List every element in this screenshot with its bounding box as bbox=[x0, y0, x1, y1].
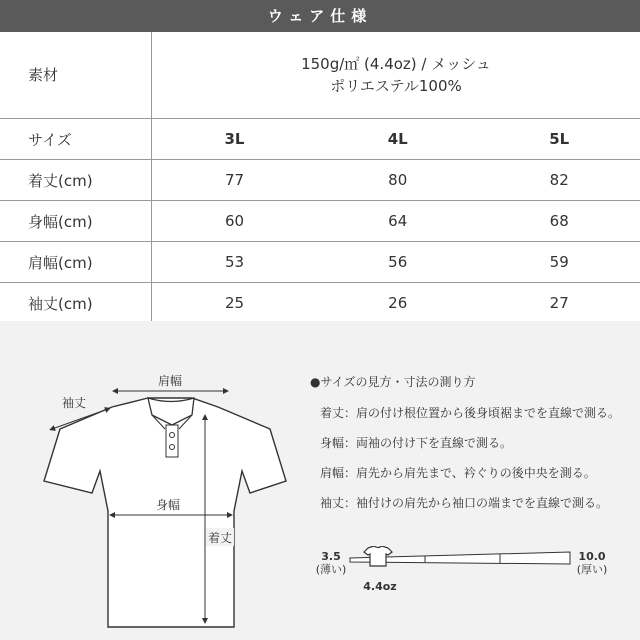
table-cell: 56 bbox=[317, 242, 478, 283]
table-cell: 60 bbox=[152, 201, 318, 242]
row-label: 袖丈(cm) bbox=[0, 283, 152, 324]
table-cell: 26 bbox=[317, 283, 478, 324]
guide-title: ●サイズの見方・寸法の測り方 bbox=[310, 375, 476, 389]
spec-table bbox=[0, 32, 640, 324]
material-line2: ポリエステル100% bbox=[330, 77, 462, 95]
guide-line: 着丈：肩の付け根位置から後身頃裾までを直線で測る。 bbox=[320, 406, 621, 420]
scale-max bbox=[572, 550, 612, 576]
measurement-guide bbox=[310, 373, 630, 518]
table-cell: 27 bbox=[478, 283, 640, 324]
polo-shirt-diagram bbox=[0, 321, 300, 640]
fabric-weight-scale bbox=[300, 546, 620, 606]
size-guide-panel bbox=[0, 321, 640, 640]
table-cell: 77 bbox=[152, 160, 318, 201]
material-line1: 150g/㎡ (4.4oz) / メッシュ bbox=[301, 55, 491, 73]
table-cell: 80 bbox=[317, 160, 478, 201]
polo-shirt-icon bbox=[44, 398, 286, 627]
row-label: 着丈(cm) bbox=[0, 160, 152, 201]
scale-min-label: (薄い) bbox=[315, 563, 347, 576]
size-label: サイズ bbox=[0, 119, 152, 160]
size-5l: 5L bbox=[478, 119, 640, 160]
size-4l: 4L bbox=[317, 119, 478, 160]
guide-line: 袖丈：袖付けの肩先から袖口の端までを直線で測る。 bbox=[320, 496, 609, 510]
table-cell: 68 bbox=[478, 201, 640, 242]
size-header-row bbox=[0, 119, 640, 160]
guide-line: 肩幅：肩先から肩先まで、衿ぐりの後中央を測る。 bbox=[320, 466, 596, 480]
length-label: 着丈 bbox=[207, 531, 233, 545]
size-3l: 3L bbox=[152, 119, 318, 160]
tshirt-marker-icon bbox=[364, 546, 392, 566]
material-value bbox=[152, 32, 640, 119]
shoulder-label: 肩幅 bbox=[157, 374, 183, 388]
scale-current: 4.4oz bbox=[363, 580, 397, 593]
table-cell: 64 bbox=[317, 201, 478, 242]
scale-max-label: (厚い) bbox=[576, 563, 608, 576]
body-width-label: 身幅 bbox=[155, 498, 181, 512]
table-row bbox=[0, 283, 640, 324]
table-cell: 59 bbox=[478, 242, 640, 283]
row-label: 身幅(cm) bbox=[0, 201, 152, 242]
material-label: 素材 bbox=[0, 32, 152, 119]
scale-max-value: 10.0 bbox=[578, 550, 606, 563]
table-cell: 82 bbox=[478, 160, 640, 201]
table-cell: 25 bbox=[152, 283, 318, 324]
row-label: 肩幅(cm) bbox=[0, 242, 152, 283]
scale-min-value: 3.5 bbox=[321, 550, 341, 563]
table-row bbox=[0, 201, 640, 242]
page-title: ウェア仕様 bbox=[0, 0, 640, 32]
table-row bbox=[0, 242, 640, 283]
sleeve-label: 袖丈 bbox=[61, 396, 87, 410]
material-row bbox=[0, 32, 640, 119]
table-cell: 53 bbox=[152, 242, 318, 283]
table-row bbox=[0, 160, 640, 201]
guide-line: 身幅：両袖の付け下を直線で測る。 bbox=[320, 436, 513, 450]
